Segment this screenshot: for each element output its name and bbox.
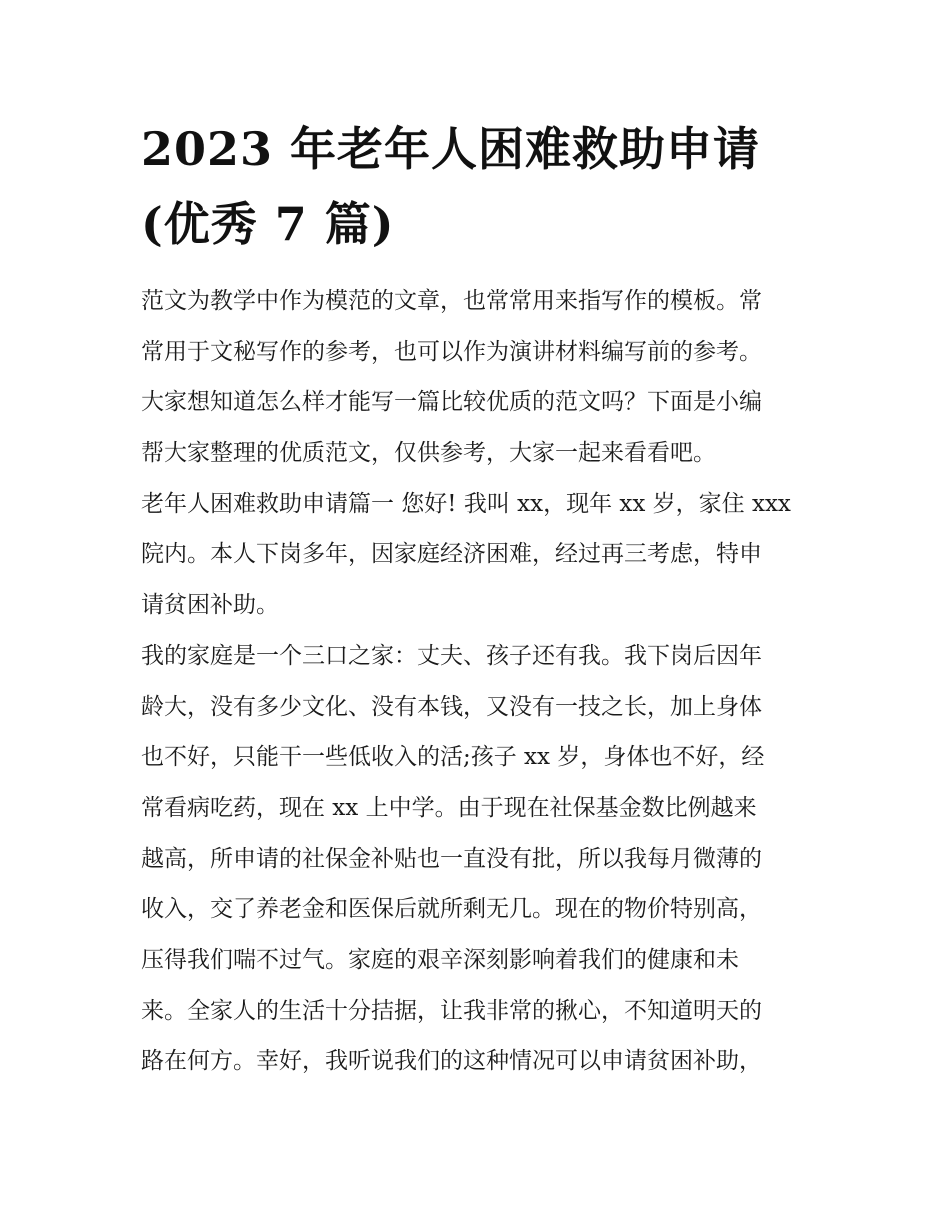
document-body <box>141 276 831 1087</box>
text-line: 龄大，没有多少文化、没有本钱，又没有一技之长，加上身体 <box>141 693 762 720</box>
text-line: 我的家庭是一个三口之家：丈夫、孩子还有我。我下岗后因年 <box>141 642 762 669</box>
document-title <box>141 112 821 262</box>
title-line: 2023 年老年人困难救助申请 <box>141 122 761 176</box>
text-line: 范文为教学中作为模范的文章，也常常用来指写作的模板。常 <box>141 288 762 314</box>
text-line: 帮大家整理的优质范文，仅供参考，大家一起来看看吧。 <box>141 440 716 467</box>
text-line: 越高，所申请的社保金补贴也一直没有批，所以我每月微薄的 <box>141 845 762 872</box>
text-line: 常用于文秘写作的参考，也可以作为演讲材料编写前的参考。 <box>141 338 762 365</box>
text-line: 来。全家人的生活十分拮据，让我非常的揪心，不知道明天的 <box>141 997 762 1024</box>
intro-paragraph <box>141 276 831 479</box>
text-line: 也不好，只能干一些低收入的活;孩子 xx 岁，身体也不好，经 <box>141 744 765 771</box>
text-line: 常看病吃药，现在 xx 上中学。由于现在社保基金数比例越来 <box>141 794 757 821</box>
text-line: 老年人困难救助申请篇一 您好! 我叫 xx，现年 xx 岁，家住 xxx <box>141 490 791 517</box>
text-line: 大家想知道怎么样才能写一篇比较优质的范文吗？下面是小编 <box>141 389 762 416</box>
text-line: 收入，交了养老金和医保后就所剩无几。现在的物价特别高， <box>141 896 762 923</box>
text-line: 路在何方。幸好，我听说我们的这种情况可以申请贫困补助， <box>141 1048 762 1075</box>
application-opening-paragraph <box>141 479 831 631</box>
title-line: (优秀 7 篇) <box>141 197 395 251</box>
family-situation-paragraph <box>141 631 831 1087</box>
text-line: 请贫困补助。 <box>141 592 279 619</box>
text-line: 院内。本人下岗多年，因家庭经济困难，经过再三考虑，特申 <box>141 541 762 568</box>
text-line: 压得我们喘不过气。家庭的艰辛深刻影响着我们的健康和未 <box>141 946 739 973</box>
